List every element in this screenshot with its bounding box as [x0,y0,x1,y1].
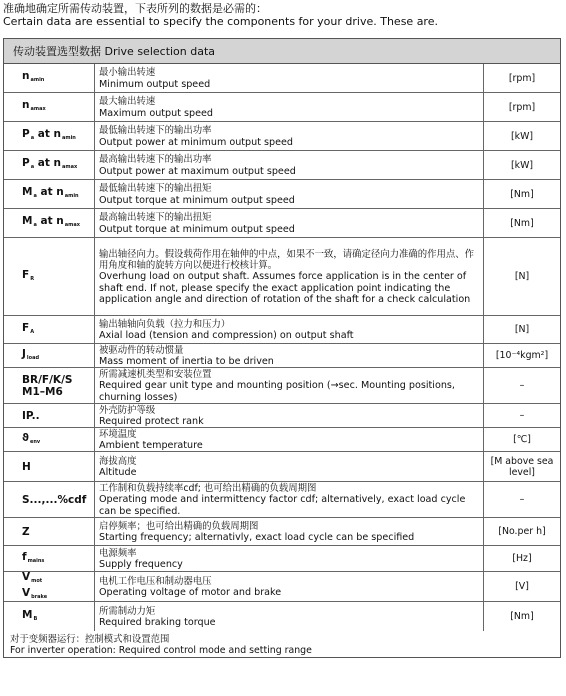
parameter-unit: [Nm] [510,188,534,200]
symbol-main: P [22,157,30,169]
parameter-description [95,404,484,427]
parameter-description [95,368,484,403]
table-row [4,93,560,122]
symbol-subscript: a [33,222,37,228]
symbol-subscript: amax [30,106,46,112]
parameter-unit: [rpm] [508,72,536,84]
description-zh: 最小输出转速 [99,67,156,79]
description-zh: 最高输出转速下的输出扭矩 [99,212,212,224]
parameter-unit: – [519,494,525,505]
symbol-subscript: mains [27,557,45,564]
description-zh: 电机工作电压和制动器电压 [99,575,212,587]
parameter-symbol [4,428,95,451]
table-row [4,64,560,93]
intro-line-zh: 准确地确定所需传动装置，下表所列的数据是必需的： [3,2,267,15]
parameter-unit: [M above sea level] [490,455,554,478]
symbol-subscript: env [29,438,41,445]
parameter-description [95,316,484,343]
description-zh: 所需制动力矩 [99,605,156,617]
parameter-description [95,452,484,481]
description-zh: 最低输出转速下的输出功率 [99,125,212,137]
description-zh: 启停频率；也可给出精确的负载周期图 [99,520,259,532]
parameter-symbol [4,151,95,179]
table-row [4,316,560,344]
table-row [4,238,560,316]
symbol-subscript-2: amin [61,135,76,141]
parameter-description [95,209,484,237]
parameter-symbol [4,518,95,545]
parameter-symbol [4,452,95,481]
parameter-unit: [No.per h] [498,526,546,537]
symbol-subscript-2: amax [64,222,80,228]
parameter-description [95,546,484,571]
parameter-unit: – [519,380,525,391]
symbol-subscript: a [30,135,35,141]
parameter-symbol [4,122,95,150]
description-en: Minimum output speed [99,78,211,90]
symbol-subscript: a [30,164,35,170]
drive-selection-table [3,38,561,658]
symbol-subscript: amin [30,77,45,83]
symbol-main: n [22,70,30,82]
symbol-suffix: at n [36,186,64,198]
description-en: Altitude [99,467,137,478]
description-zh: 电源频率 [99,547,137,559]
symbol-subscript: R [30,275,35,282]
symbol-suffix: at n [34,128,61,140]
parameter-description [95,602,484,631]
parameter-unit: [Nm] [510,217,534,229]
footer-zh: 对于变频器运行：控制模式和设置范围 [10,634,170,645]
description-en: Required braking torque [99,617,216,628]
table-row [4,518,560,546]
symbol-subscript-2: amax [61,164,78,170]
parameter-symbol [4,602,95,631]
symbol-main: BR/F/K/S M1–M6 [22,373,73,398]
parameter-description [95,518,484,545]
description-en: Axial load (tension and compression) on output shaft [99,330,354,341]
description-en: Overhung load on output shaft. Assumes force application is in the center of shaft end. If not, please specify the exact application point indicating the application angle and direction of rotation of the shaft for a check calculation [99,271,471,305]
description-en: Output power at minimum output speed [99,136,294,148]
symbol-main: V [22,570,31,583]
parameter-description [95,344,484,367]
parameter-description [95,93,484,121]
parameter-description [95,572,484,601]
description-en: Supply frequency [99,559,183,570]
symbol-main: n [22,99,30,111]
table-row [4,180,560,209]
symbol-main: ϑ [22,431,29,444]
symbol-subscript-2: amin [64,193,79,199]
description-en: Mass moment of inertia to be driven [99,356,274,367]
symbol-subscript: a [33,193,37,199]
symbol-main: M [22,215,33,227]
parameter-unit: [rpm] [508,101,536,113]
intro-text [3,2,563,28]
description-zh: 输出轴径向力。假设载荷作用在轴伸的中点，如果不一致，请确定径向力准确的作用点、作用角度和轴的旋转方向以便进行校核计算。 [99,248,475,272]
symbol-main: f [22,550,27,563]
parameter-unit: [kW] [510,130,533,142]
description-zh: 最低输出转速下的输出扭矩 [99,183,212,195]
parameter-description [95,238,484,315]
parameter-description [95,122,484,150]
parameter-unit: [kW] [510,159,533,171]
description-en: Starting frequency; alternativly, exact load cycle can be specified [99,532,415,543]
parameter-unit: [℃] [513,434,531,445]
parameter-unit: [10⁻⁴kgm²] [495,350,549,361]
parameter-symbol [4,180,95,208]
symbol-main: P [22,128,30,140]
parameter-unit: [Hz] [512,553,532,564]
description-en: Operating mode and intermittency factor cdf; alternatively, exact load cycle can be specified. [99,494,466,517]
description-en: Maximum output speed [99,107,213,119]
parameter-symbol [4,404,95,427]
parameter-description [95,482,484,517]
table-header: 传动装置选型数据 Drive selection data [4,39,560,64]
symbol-main: M [22,186,33,198]
table-row [4,546,560,572]
parameter-symbol [4,93,95,121]
parameter-symbol [4,344,95,367]
symbol-subscript: load [26,354,40,361]
description-en: Ambient temperature [99,440,203,451]
table-body [4,64,560,631]
description-zh: 环境温度 [99,428,137,440]
symbol-main: J [22,347,26,360]
description-zh: 工作制和负载持续率cdf; 也可给出精确的负载周期图 [99,483,317,495]
table-footer [4,631,560,657]
table-row [4,404,560,428]
description-zh: 输出轴轴向负载（拉力和压力） [99,318,231,330]
description-en: Output torque at minimum output speed [99,223,295,235]
description-zh: 最大输出转速 [99,96,156,108]
description-zh: 被驱动件的转动惯量 [99,344,184,356]
symbol-main: Z [22,525,30,538]
symbol-suffix: at n [36,215,64,227]
table-row [4,368,560,404]
symbol-subscript: B [33,615,38,622]
table-row [4,572,560,602]
parameter-unit: – [519,410,525,421]
table-row [4,122,560,151]
description-en: Output torque at minimum output speed [99,194,295,206]
footer-en: For inverter operation: Required control mode and setting range [10,645,312,657]
description-zh: 所需减速机类型和安装位置 [99,369,212,381]
description-zh: 海拔高度 [99,455,137,467]
table-row [4,482,560,518]
symbol-suffix: V [22,586,31,599]
symbol-subscript: A [30,328,35,335]
description-en: Operating voltage of motor and brake [99,587,282,598]
description-en: Required gear unit type and mounting position (→sec. Mounting positions, churning losses) [99,380,455,403]
table-row [4,151,560,180]
parameter-symbol [4,572,95,601]
parameter-unit: [V] [515,581,529,592]
description-zh: 外壳防护等级 [99,404,156,416]
table-row [4,428,560,452]
parameter-symbol [4,368,95,403]
symbol-main: IP.. [22,409,40,422]
parameter-symbol [4,316,95,343]
table-row [4,344,560,368]
parameter-symbol [4,238,95,315]
parameter-symbol [4,209,95,237]
symbol-suffix: at n [34,157,61,169]
table-row [4,452,560,482]
description-zh: 最高输出转速下的输出功率 [99,154,212,166]
symbol-main: H [22,460,31,473]
symbol-subscript-2: brake [31,593,48,600]
parameter-unit: [N] [514,324,530,335]
description-en: Required protect rank [99,416,204,427]
symbol-subscript: mot [31,577,43,584]
symbol-main: F [22,321,30,334]
parameter-unit: [Nm] [510,611,534,622]
parameter-symbol [4,64,95,92]
description-en: Output power at maximum output speed [99,165,296,177]
symbol-main: S...,...%cdf [22,493,87,506]
parameter-description [95,428,484,451]
parameter-description [95,64,484,92]
table-row [4,602,560,631]
table-row [4,209,560,238]
symbol-main: F [22,268,30,281]
intro-line-en: Certain data are essential to specify the components for your drive. These are. [3,15,438,28]
parameter-symbol [4,482,95,517]
parameter-symbol [4,546,95,571]
symbol-main: M [22,608,33,621]
parameter-description [95,151,484,179]
parameter-description [95,180,484,208]
parameter-unit: [N] [514,271,530,282]
